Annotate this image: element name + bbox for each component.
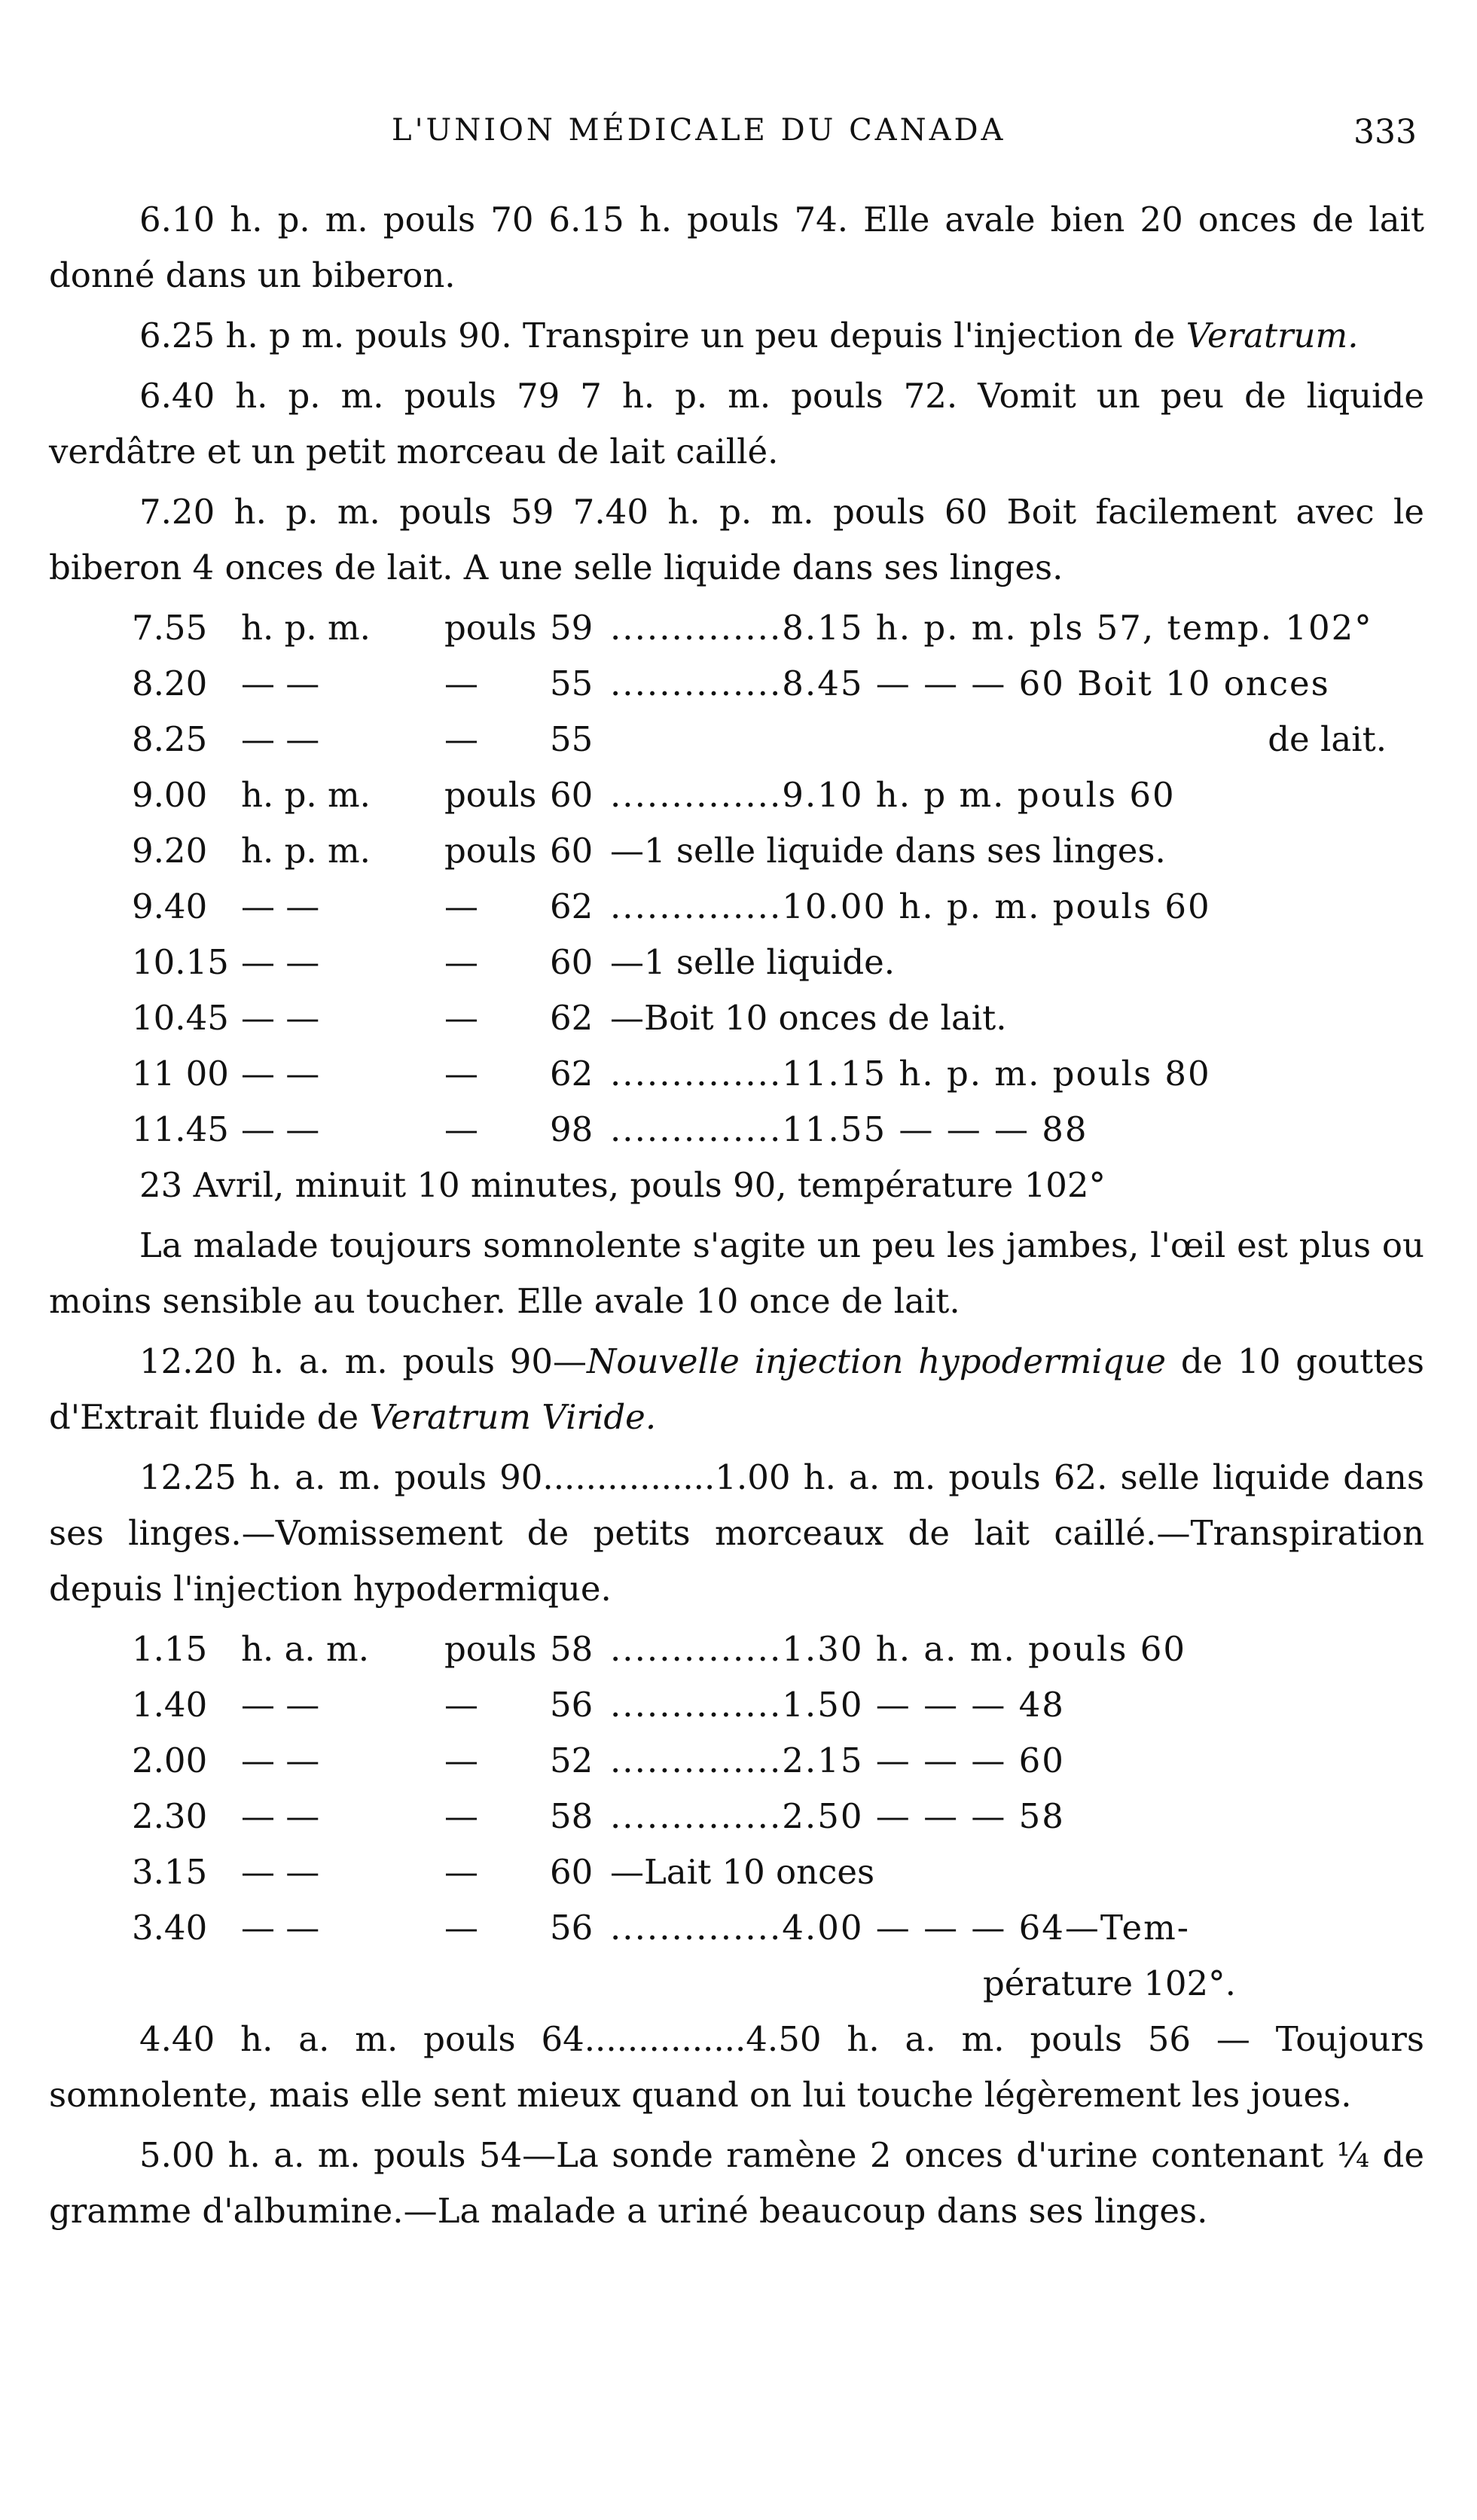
- table-row: [49, 1789, 1424, 1844]
- pouls-cell: —: [444, 942, 478, 982]
- paragraph-1225: 12.25 h. a. m. pouls 90................1.00 h. a. m. pouls 62. selle liquide dans ses linges.—Vomissement de petits morceaux de lait caillé.—Transpiration depuis l'injection hypodermique.: [49, 1457, 1424, 1609]
- paragraph-1220: [49, 1334, 1424, 1445]
- unit-cell: — —: [241, 1852, 320, 1892]
- unit-cell: — —: [241, 664, 320, 703]
- unit-cell: — —: [241, 886, 320, 926]
- time-cell: 1.40: [132, 1685, 208, 1725]
- paragraph-720: 7.20 h. p. m. pouls 59 7.40 h. p. m. pouls 60 Boit facilement avec le biberon 4 onces de lait. A une selle liquide dans ses linges.: [49, 492, 1424, 587]
- table-continuation: pérature 102°.: [983, 1963, 1236, 2003]
- table-row: [49, 823, 1424, 879]
- pouls-cell: pouls: [444, 775, 537, 815]
- document-body: [49, 192, 1424, 2244]
- pulse-table-1: [49, 600, 1424, 1158]
- value-cell: 58: [550, 1796, 594, 1836]
- rest-cell: ..............1.50 — — — 48: [610, 1685, 1065, 1725]
- value-cell: 55: [550, 664, 594, 703]
- pouls-cell: —: [444, 1796, 478, 1836]
- pouls-cell: —: [444, 664, 478, 703]
- time-cell: 8.20: [132, 664, 208, 703]
- pouls-cell: —: [444, 1685, 478, 1725]
- rest-cell: ..............8.45 — — — 60 Boit 10 onces: [610, 664, 1330, 703]
- rest-cell: de lait.: [1268, 719, 1387, 759]
- value-cell: 62: [550, 998, 594, 1038]
- table-row: [49, 879, 1424, 935]
- time-cell: 1.15: [132, 1629, 208, 1669]
- pouls-cell: —: [444, 886, 478, 926]
- value-cell: 60: [550, 942, 594, 982]
- pouls-cell: —: [444, 1852, 478, 1892]
- unit-cell: h. a. m.: [241, 1629, 370, 1669]
- pouls-cell: —: [444, 998, 478, 1038]
- unit-cell: — —: [241, 998, 320, 1038]
- pouls-cell: —: [444, 719, 478, 759]
- pouls-cell: —: [444, 1741, 478, 1780]
- unit-cell: — —: [241, 1908, 320, 1948]
- time-cell: 3.15: [132, 1852, 208, 1892]
- time-cell: 2.00: [132, 1741, 208, 1780]
- rest-cell: ..............8.15 h. p. m. pls 57, temp. 102°: [610, 608, 1373, 648]
- veratrum-term: Veratrum.: [1186, 316, 1359, 355]
- paragraph-avril: 23 Avril, minuit 10 minutes, pouls 90, température 102°: [139, 1165, 1106, 1205]
- value-cell: 56: [550, 1685, 594, 1725]
- table-row: [49, 1622, 1424, 1677]
- table-row: [49, 600, 1424, 656]
- time-cell: 2.30: [132, 1796, 208, 1836]
- value-cell: 59: [550, 608, 594, 648]
- table-row: [49, 767, 1424, 823]
- time-cell: 11 00: [132, 1054, 229, 1094]
- paragraph-610: 6.10 h. p. m. pouls 70 6.15 h. pouls 74. Elle avale bien 20 onces de lait donné dans un biberon.: [49, 200, 1424, 295]
- value-cell: 60: [550, 1852, 594, 1892]
- rest-cell: —1 selle liquide.: [610, 942, 896, 982]
- unit-cell: — —: [241, 1796, 320, 1836]
- rest-cell: ..............1.30 h. a. m. pouls 60: [610, 1629, 1186, 1669]
- time-cell: 9.40: [132, 886, 208, 926]
- paragraph-malade: La malade toujours somnolente s'agite un peu les jambes, l'œil est plus ou moins sensible au toucher. Elle avale 10 once de lait.: [49, 1225, 1424, 1321]
- value-cell: 60: [550, 831, 594, 871]
- unit-cell: — —: [241, 942, 320, 982]
- table-row: [49, 935, 1424, 990]
- injection-term: Nouvelle injection hypodermique: [587, 1341, 1167, 1381]
- time-cell: 10.45: [132, 998, 229, 1038]
- rest-cell: ..............4.00 — — — 64—Tem-: [610, 1908, 1190, 1948]
- rest-cell: ..............2.15 — — — 60: [610, 1741, 1065, 1780]
- unit-cell: h. p. m.: [241, 608, 371, 648]
- time-cell: 9.20: [132, 831, 208, 871]
- veratrum-viride-term: Veratrum Viride.: [369, 1397, 657, 1437]
- unit-cell: — —: [241, 1741, 320, 1780]
- table-row: [49, 1844, 1424, 1900]
- pouls-cell: —: [444, 1908, 478, 1948]
- time-cell: 7.55: [132, 608, 208, 648]
- value-cell: 62: [550, 1054, 594, 1094]
- value-cell: 58: [550, 1629, 594, 1669]
- rest-cell: ..............10.00 h. p. m. pouls 60: [610, 886, 1211, 926]
- rest-cell: —Boit 10 onces de lait.: [610, 998, 1007, 1038]
- pouls-cell: pouls: [444, 608, 537, 648]
- rest-cell: ..............11.55 — — — 88: [610, 1109, 1088, 1149]
- pouls-cell: pouls: [444, 831, 537, 871]
- unit-cell: — —: [241, 1054, 320, 1094]
- unit-cell: h. p. m.: [241, 775, 371, 815]
- table-row: [49, 1677, 1424, 1733]
- value-cell: 60: [550, 775, 594, 815]
- running-head: L'UNION MÉDICALE DU CANADA: [392, 113, 1006, 148]
- rest-cell: ..............11.15 h. p. m. pouls 80: [610, 1054, 1211, 1094]
- unit-cell: h. p. m.: [241, 831, 371, 871]
- pouls-cell: —: [444, 1054, 478, 1094]
- paragraph-1220-mid: de 10 gouttes d'Extrait fluide de: [49, 1341, 1424, 1437]
- page-header: [113, 113, 1417, 158]
- rest-cell: —Lait 10 onces: [610, 1852, 875, 1892]
- value-cell: 55: [550, 719, 594, 759]
- unit-cell: — —: [241, 1685, 320, 1725]
- pulse-table-2: [49, 1622, 1424, 2012]
- table-row: [49, 1900, 1424, 1956]
- paragraph-625-text: 6.25 h. p m. pouls 90. Transpire un peu depuis l'injection de: [139, 316, 1186, 355]
- time-cell: 11.45: [132, 1109, 229, 1149]
- time-cell: 8.25: [132, 719, 208, 759]
- time-cell: 9.00: [132, 775, 208, 815]
- rest-cell: ..............2.50 — — — 58: [610, 1796, 1065, 1836]
- unit-cell: — —: [241, 1109, 320, 1149]
- time-cell: 10.15: [132, 942, 229, 982]
- paragraph-500: 5.00 h. a. m. pouls 54—La sonde ramène 2 onces d'urine contenant ¼ de gramme d'albumine.—La malade a uriné beaucoup dans ses linges.: [49, 2135, 1424, 2231]
- rest-cell: —1 selle liquide dans ses linges.: [610, 831, 1166, 871]
- table-row: [49, 1102, 1424, 1158]
- value-cell: 98: [550, 1109, 594, 1149]
- unit-cell: — —: [241, 719, 320, 759]
- value-cell: 62: [550, 886, 594, 926]
- table-row: [49, 656, 1424, 712]
- table-row: [49, 712, 1424, 767]
- pouls-cell: —: [444, 1109, 478, 1149]
- paragraph-440: 4.40 h. a. m. pouls 64...............4.50 h. a. m. pouls 56 — Toujours somnolente, mais elle sent mieux quand on lui touche légèrement les joues.: [49, 2019, 1424, 2115]
- page-number: 333: [1353, 113, 1417, 151]
- table-row: [49, 1046, 1424, 1102]
- value-cell: 52: [550, 1741, 594, 1780]
- time-cell: 3.40: [132, 1908, 208, 1948]
- paragraph-640: 6.40 h. p. m. pouls 79 7 h. p. m. pouls 72. Vomit un peu de liquide verdâtre et un petit morceau de lait caillé.: [49, 376, 1424, 471]
- pouls-cell: pouls: [444, 1629, 537, 1669]
- rest-cell: ..............9.10 h. p m. pouls 60: [610, 775, 1176, 815]
- paragraph-625: [49, 308, 1424, 364]
- value-cell: 56: [550, 1908, 594, 1948]
- table-row: [49, 1733, 1424, 1789]
- table-row: [49, 990, 1424, 1046]
- paragraph-1220-start: 12.20 h. a. m. pouls 90—: [139, 1341, 587, 1381]
